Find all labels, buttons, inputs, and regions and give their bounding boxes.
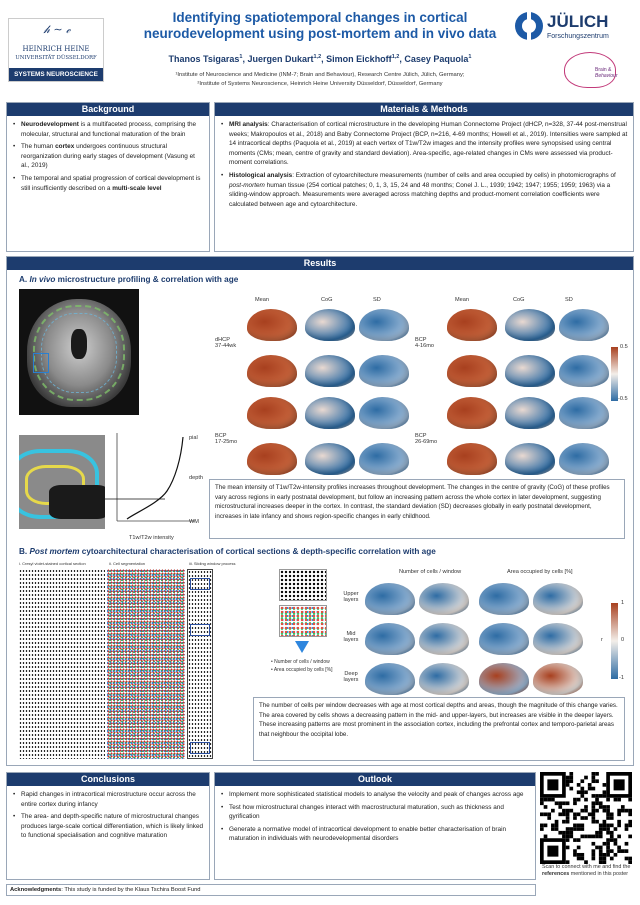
list-item: • Generate a normative model of intracortical development to enable better characterisation of brain maturation in individuals with neurodevelopmental disorders: [219, 825, 531, 844]
brain-surface-map: [479, 663, 529, 695]
group-dhcp: dHCP 37-44wk: [215, 337, 237, 349]
outlook-panel: [214, 772, 536, 880]
brain-surface-map: [305, 355, 355, 387]
results-b-text: The number of cells per window decreases with age at most cortical depths and areas, though the magnitude of this change varies. The area covered by cells shows a decreasing pattern in the mid- and upper-layers, but increases are visible in the deeper layers. These increasing patterns are most prominent in the association cortex, including the prefrontal cortex and temporo-parietal areas that neighbour the occipital lobe.: [253, 697, 625, 761]
cell-segmentation-image: [107, 569, 185, 759]
brain-surface-map: [365, 623, 415, 655]
brain-surface-map: [359, 397, 409, 429]
mri-coronal-image: [19, 289, 139, 415]
author-4: Casey Paquola$^1$: [404, 54, 472, 64]
brain-surface-map: [359, 355, 409, 387]
brain-surface-map: [247, 309, 297, 341]
poster-title: [110, 10, 530, 42]
zoom-box: [33, 353, 49, 373]
author-1: Thanos Tsigaras$^1$,: [168, 54, 248, 64]
sliding-window-image: [187, 569, 213, 759]
brain-surface-map: [305, 443, 355, 475]
group-bcp-26-69: BCP 26-69mo: [415, 433, 438, 445]
affiliation-2: ²Institute of Systems Neuroscience, Heinrich Heine University Düsseldorf, Düsseldorf, Germany: [197, 81, 443, 87]
cresyl-section-image: [19, 569, 105, 759]
brain-surface-map: [247, 355, 297, 387]
background-heading: Background: [7, 103, 209, 116]
conclusions-panel: [6, 772, 210, 880]
intensity-profile-plot: [105, 429, 201, 539]
affiliation-1: ¹Institute of Neuroscience and Medicine (INM-7; Brain and Behaviour), Research Centre Jülich, Jülich, Germany;: [175, 72, 465, 78]
outlook-list: [215, 786, 535, 844]
brain-surface-map: [479, 623, 529, 655]
row-deep: Deep layers: [343, 671, 359, 683]
author-2: Juergen Dukart$^{1,2}$,: [247, 54, 327, 64]
title-line1: Identifying spatiotemporal changes in cortical: [172, 10, 468, 25]
section-a-title: A. In vivo microstructure profiling & correlation with age: [19, 275, 239, 284]
conclusions-heading: Conclusions: [7, 773, 209, 786]
hhu-logo: [8, 18, 104, 82]
colorbar-a-bottom: -0.5: [618, 396, 628, 402]
acknowledgments: Acknowledgments: This study is funded by the Klaus Tschira Boost Fund: [6, 884, 536, 896]
histo-label-1: i. Cresyl violet-stained cortical section: [19, 561, 86, 566]
brain-surface-map: [447, 309, 497, 341]
qr-code[interactable]: [540, 772, 632, 864]
histo-label-2: ii. Cell segmentation: [109, 561, 146, 566]
col-sd-left: SD: [373, 297, 381, 303]
results-a-text: The mean intensity of T1w/T2w-intensity profiles increases throughout development. The changes in the centre of gravity (CoG) of these profiles vary across regions in early postnatal development, but follow an increasing pattern across the whole cortex in later development, suggesting microstructural increases deeper in the cortex. In contrast, the standard deviation (SD) decreases globally in early postnatal development, increases in late infancy and shows region-specific changes in early childhood.: [209, 479, 625, 539]
brain-surface-map: [559, 309, 609, 341]
brain-surface-map: [533, 623, 583, 655]
brain-surface-map: [559, 443, 609, 475]
brain-surface-map: [505, 309, 555, 341]
brain-surface-map: [505, 397, 555, 429]
list-item: • The temporal and spatial progression of cortical development is still insufficiently described on a multi-scale level: [11, 174, 205, 193]
colorbar-b-r: r: [601, 637, 603, 643]
hhu-line2: UNIVERSITÄT DÜSSELDORF: [15, 55, 97, 61]
profile-depth-label: depth: [189, 475, 203, 481]
group-bcp-17-25: BCP 17-25mo: [215, 433, 238, 445]
brain-surface-map: [359, 309, 409, 341]
list-item: • Rapid changes in intracortical microstructure occur across the entire cortex during infancy: [11, 790, 205, 809]
brain-surface-map: [419, 663, 469, 695]
methods-list: [215, 116, 633, 209]
window-binary-image: [279, 569, 327, 601]
background-list: [7, 116, 209, 193]
list-item: • Test how microstructural changes interact with macrostructural maturation, such as thickness and gyrification: [219, 803, 531, 822]
colorbar-a-top: 0.5: [620, 344, 628, 350]
list-item: • The human cortex undergoes continuous structural reorganization during early stages of development (Vasung et al., 2019): [11, 142, 205, 171]
colorbar-b-bottom: -1: [619, 675, 624, 681]
arrow-down-icon: [295, 641, 309, 653]
list-item: • Implement more sophisticated statistical models to analyse the velocity and peak of changes across age: [219, 790, 531, 800]
brain-surface-map: [505, 443, 555, 475]
colorbar-b-mid: 0: [621, 637, 625, 643]
juelich-symbol-icon: [515, 12, 543, 40]
brain-surface-map: [419, 583, 469, 615]
brain-surface-map: [447, 355, 497, 387]
juelich-logo: [515, 10, 635, 46]
list-item: • The area- and depth-specific nature of microstructural changes produces large-scale cortical differentiation, which is likely linked to functional specialisation and cognitive maturation: [11, 812, 205, 841]
methods-heading: Materials & Methods: [215, 103, 633, 116]
brain-behaviour-logo: Brain & Behaviour: [564, 52, 616, 88]
brain-surface-map: [559, 397, 609, 429]
brain-surface-map: [533, 663, 583, 695]
group-bcp-4-16: BCP 4-16mo: [415, 337, 434, 349]
qr-caption: Scan to connect with me and find the references mentioned in this poster: [542, 864, 631, 877]
col-cog-left: CoG: [321, 297, 333, 303]
title-line2: neurodevelopment using post-mortem and in vivo data: [143, 26, 497, 41]
author-list: [110, 54, 530, 64]
colorbar-b: [611, 603, 618, 679]
qr-code-image: [540, 772, 632, 864]
brain-surface-map: [447, 443, 497, 475]
author-3: Simon Eickhoff$^{1,2}$,: [326, 54, 405, 64]
signature-image: 𝒽 ∼ ℯ: [43, 23, 71, 36]
profile-xlabel: T1w/T2w intensity: [129, 535, 174, 541]
results-panel: [6, 256, 634, 766]
methods-panel: [214, 102, 634, 252]
brain-surface-map: [359, 443, 409, 475]
col-area: Area occupied by cells [%]: [507, 569, 573, 575]
brain-surface-map: [247, 397, 297, 429]
histo-label-3: iii. Sliding window process: [189, 561, 236, 566]
row-mid: Mid layers: [343, 631, 359, 643]
brain-surface-map: [305, 309, 355, 341]
colorbar-a: [611, 347, 618, 401]
section-b-title: B. Post mortem cytoarchitectural characterisation of cortical sections & depth-specific correlation with age: [19, 547, 436, 556]
juelich-sub: Forschungszentrum: [547, 33, 609, 40]
bullet-cells: • Number of cells / window: [271, 659, 330, 665]
brain-surface-map: [559, 355, 609, 387]
col-sd-right: SD: [565, 297, 573, 303]
brain-surface-map: [419, 623, 469, 655]
hhu-band: SYSTEMS NEUROSCIENCE: [9, 68, 103, 81]
outlook-heading: Outlook: [215, 773, 535, 786]
colorbar-b-top: 1: [621, 600, 625, 606]
brain-surface-map: [365, 583, 415, 615]
brain-surface-map: [247, 443, 297, 475]
zoomed-cortex-image: [19, 435, 105, 529]
window-colored-image: [279, 605, 327, 637]
conclusions-list: [7, 786, 209, 841]
col-cells: Number of cells / window: [399, 569, 462, 575]
juelich-name: JÜLICH: [547, 12, 609, 31]
list-item: • Histological analysis: Extraction of cytoarchitecture measurements (number of cells and area occupied by cells) in photomicrographs of post-mortem human tissue (254 cortical patches; 0, 1, 3, 15, 24 and 48 months; Conel J. L., 1939; 1942; 1947; 1955; 1959; 1963) via a sliding-window approach. Measurements were averaged across matching depths and product-moment correlation coefficients were calculated between age and cytoarchitecture.: [219, 171, 629, 209]
brain-surface-map: [505, 355, 555, 387]
hhu-line1: HEINRICH HEINE: [22, 45, 90, 53]
list-item: • Neurodevelopment is a multifaceted process, comprising the molecular, structural and functional maturation of the brain: [11, 120, 205, 139]
col-cog-right: CoG: [513, 297, 525, 303]
list-item: • MRI analysis: Characterisation of cortical microstructure in the developing Human Connectome Project (dHCP, n=328, 37-44 post-menstrual weeks; Makropoulos et al., 2018) and Baby Connectome Project (BCP, n=216, 4-69 months; Howell et al., 2019). Intensities were sampled at 14 intracortical depths (Paquola et al., 2019) at each vertex of T1w/T2w images and the intensity profiles were synopsised using central moments (CMs; mean, centre of gravity and standard deviation). Area-specific, age-related changes in CMs were assessed via product-moment correlations.: [219, 120, 629, 168]
profile-wm-label: WM: [189, 519, 199, 525]
brain-surface-map: [479, 583, 529, 615]
col-mean-right: Mean: [455, 297, 469, 303]
col-mean-left: Mean: [255, 297, 269, 303]
background-panel: [6, 102, 210, 252]
brain-surface-map: [365, 663, 415, 695]
results-heading: Results: [7, 257, 633, 270]
row-upper: Upper layers: [343, 591, 359, 603]
brain-surface-map: [447, 397, 497, 429]
bullet-area: • Area occupied by cells [%]: [271, 667, 333, 673]
brain-surface-map: [305, 397, 355, 429]
brain-surface-map: [533, 583, 583, 615]
profile-pial-label: pial: [189, 435, 198, 441]
